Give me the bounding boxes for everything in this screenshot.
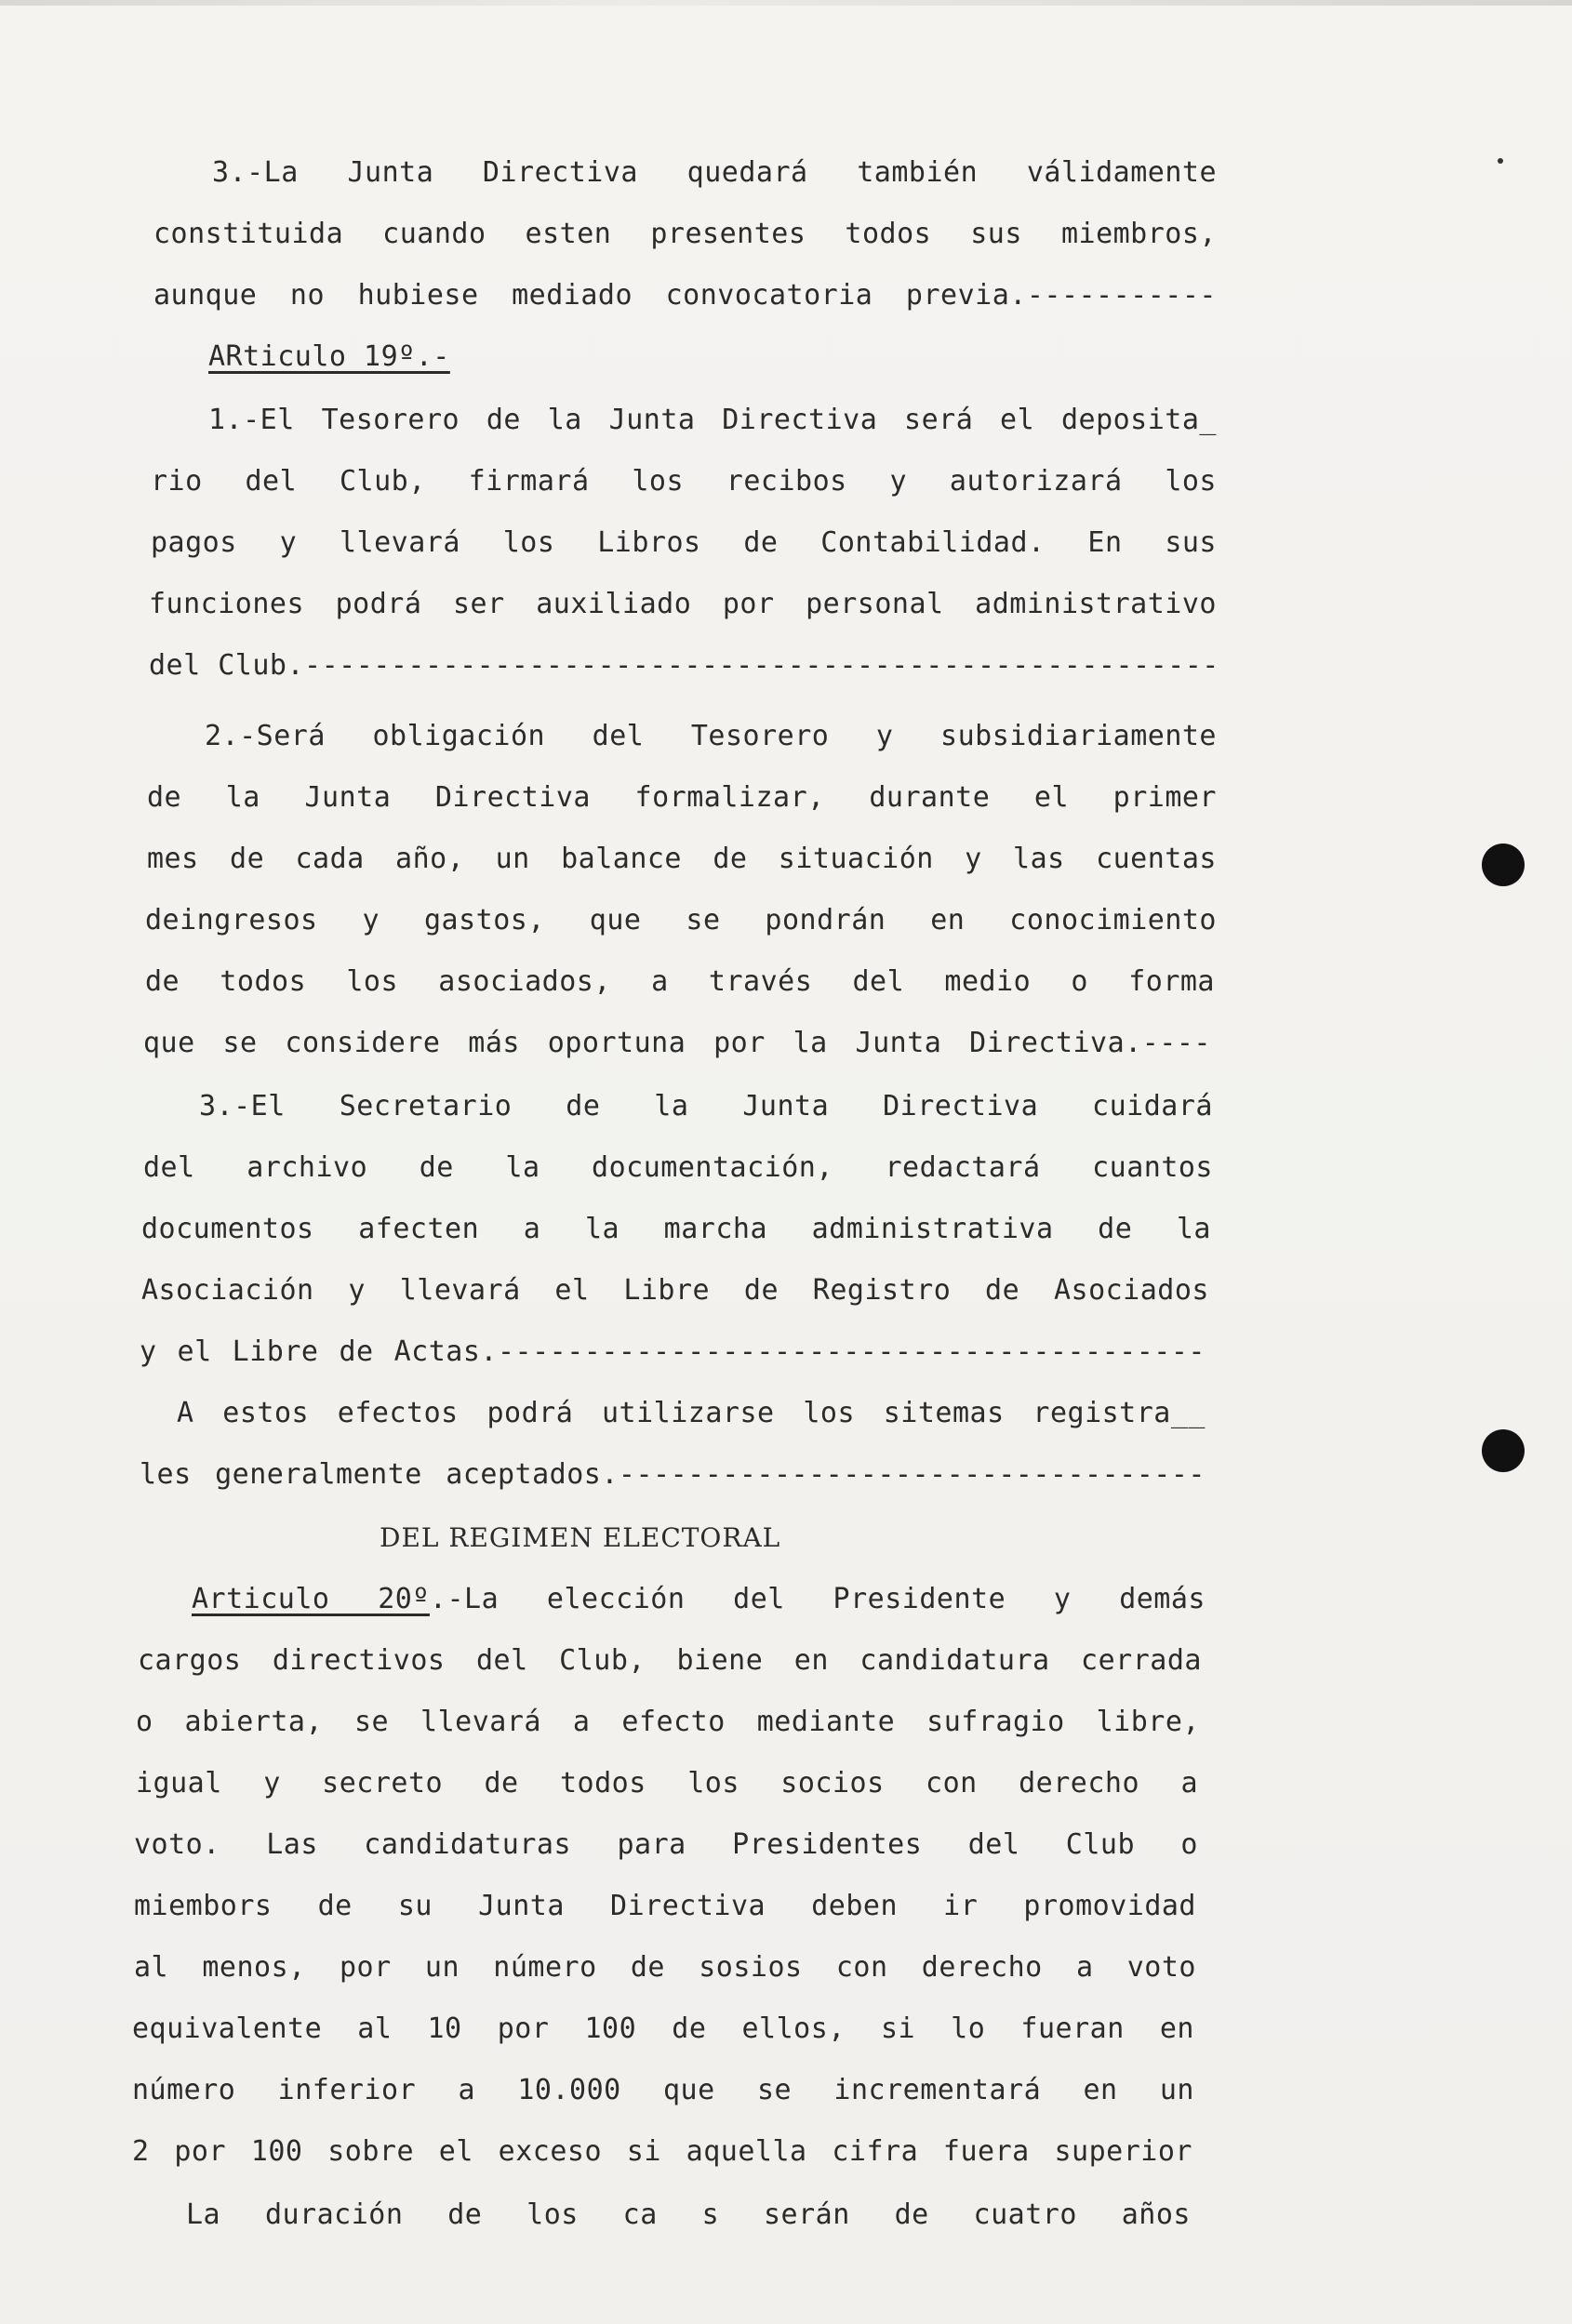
text-line: de todos los asociados, a través del medio o forma	[145, 965, 1215, 998]
text-line: rio del Club, firmará los recibos y autorizará los	[151, 465, 1217, 498]
text-line: y el Libre de Actas.-----------------------------------------	[140, 1335, 1206, 1368]
text-line: igual y secreto de todos los socios con derecho a	[136, 1767, 1198, 1799]
article-19-heading	[208, 340, 506, 374]
article-20-label: Articulo 20º	[192, 1583, 430, 1615]
text-line: equivalente al 10 por 100 de ellos, si lo fueran en	[132, 2012, 1194, 2045]
text-line: número inferior a 10.000 que se incrementará en un	[132, 2074, 1194, 2106]
text-line: de la Junta Directiva formalizar, durante el primer	[147, 781, 1217, 814]
text-line: mes de cada año, un balance de situación y las cuentas	[147, 843, 1217, 875]
text-line: constituida cuando esten presentes todos sus miembros,	[153, 218, 1217, 250]
text-line: miembors de su Junta Directiva deben ir promovidad	[134, 1890, 1196, 1922]
text-line: aunque no hubiese mediado convocatoria previa.-----------	[153, 279, 1217, 312]
text-line: Asociación y llevará el Libre de Registro de Asociados	[141, 1274, 1209, 1307]
text-line: les generalmente aceptados.----------------------------------	[140, 1458, 1206, 1491]
text-line: al menos, por un número de sosios con derecho a voto	[134, 1951, 1196, 1984]
text-line: cargos directivos del Club, biene en candidatura cerrada	[138, 1644, 1202, 1677]
text-line: voto. Las candidaturas para Presidentes del Club o	[134, 1828, 1198, 1861]
text-line: o abierta, se llevará a efecto mediante sufragio libre,	[136, 1706, 1200, 1738]
text-line: del archivo de la documentación, redactará cuantos	[143, 1151, 1213, 1184]
page-top-edge	[0, 0, 1572, 6]
binder-hole	[1482, 843, 1525, 886]
binder-hole	[1482, 1429, 1525, 1472]
text-line: 2.-Será obligación del Tesorero y subsidiariamente	[205, 720, 1217, 752]
text-line: A estos efectos podrá utilizarse los sitemas registra__	[177, 1397, 1206, 1429]
text-line: que se considere más oportuna por la Junta Directiva.----	[143, 1027, 1211, 1059]
ink-dot	[1498, 158, 1503, 164]
text-line: 1.-El Tesorero de la Junta Directiva será el deposita_	[208, 404, 1217, 436]
text-line: 3.-La Junta Directiva quedará también válidamente	[212, 156, 1217, 189]
text-line: deingresos y gastos, que se pondrán en conocimiento	[145, 904, 1217, 936]
article-19-heading-text: ARticulo 19º.-	[208, 340, 450, 373]
section-heading: DEL REGIMEN ELECTORAL	[380, 1522, 781, 1553]
article-20-first-line	[192, 1583, 1206, 1616]
article-20-first-text: .-La elección del Presidente y demás	[429, 1583, 1206, 1615]
text-line: La duración de los ca s serán de cuatro años	[186, 2198, 1191, 2231]
text-line: del Club.-----------------------------------------------------	[149, 649, 1219, 682]
text-line: documentos afecten a la marcha administrativa de la	[141, 1213, 1211, 1245]
text-line: funciones podrá ser auxiliado por personal administrativo	[149, 588, 1217, 620]
text-line: pagos y llevará los Libros de Contabilidad. En sus	[151, 526, 1217, 559]
text-line: 2 por 100 sobre el exceso si aquella cifra fuera superior	[132, 2135, 1192, 2168]
text-line: 3.-El Secretario de la Junta Directiva cuidará	[199, 1090, 1213, 1122]
